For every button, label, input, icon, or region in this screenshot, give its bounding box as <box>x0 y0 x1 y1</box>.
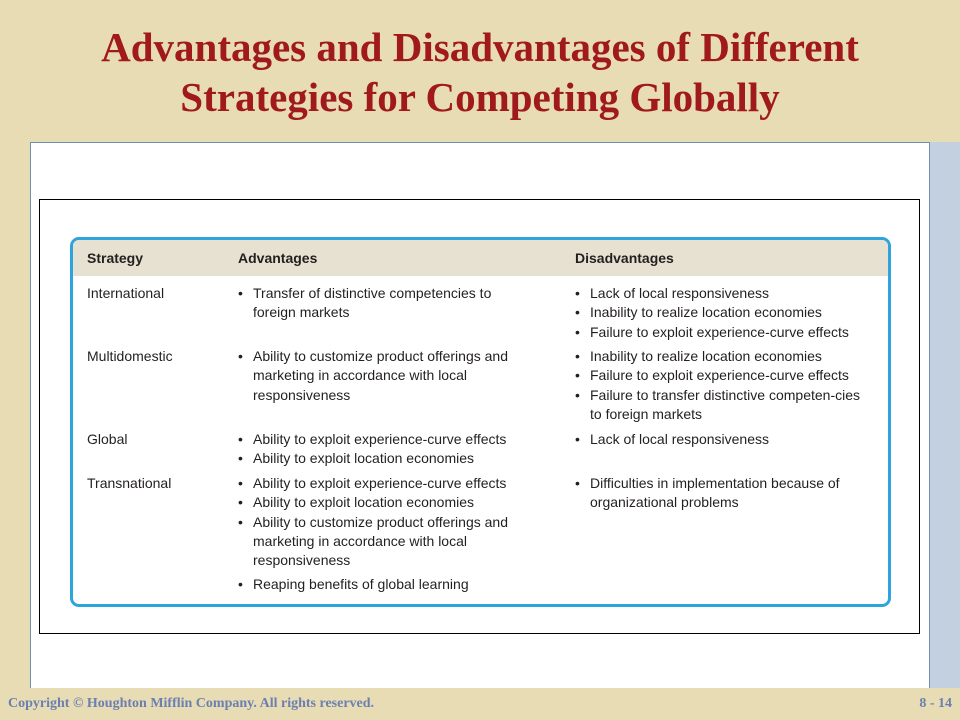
right-stripe <box>930 142 960 688</box>
list-item: • Transfer of distinctive competencies to foreign markets <box>238 284 538 323</box>
list-item: • Ability to customize product offerings and marketing in accordance with local responsiveness <box>238 347 538 405</box>
page-number: 8 - 14 <box>919 696 952 711</box>
disadvantages-global <box>575 430 875 449</box>
disadvantages-transnational <box>575 474 875 513</box>
list-item: • Ability to customize product offerings and marketing in accordance with local responsiveness <box>238 513 548 571</box>
strategy-multidomestic: Multidomestic <box>87 348 173 364</box>
list-item: • Lack of local responsiveness <box>575 284 875 303</box>
list-item: • Failure to exploit experience-curve effects <box>575 366 865 385</box>
list-item: • Ability to exploit experience-curve effects <box>238 430 548 449</box>
copyright-text: Copyright © Houghton Mifflin Company. All rights reserved. <box>8 696 375 711</box>
list-item: • Reaping benefits of global learning <box>238 575 548 594</box>
strategy-transnational: Transnational <box>87 475 172 491</box>
disadvantages-multidomestic <box>575 347 865 424</box>
list-item: • Inability to realize location economies <box>575 347 865 366</box>
title-line-2: Strategies for Competing Globally <box>180 74 780 120</box>
advantages-international <box>238 284 538 323</box>
list-item: • Lack of local responsiveness <box>575 430 875 449</box>
header-disadvantages: Disadvantages <box>575 250 674 266</box>
strategy-table <box>70 237 891 607</box>
list-item: • Difficulties in implementation because of organizational problems <box>575 474 875 513</box>
advantages-global <box>238 430 548 469</box>
strategy-international: International <box>87 285 165 301</box>
header-advantages: Advantages <box>238 250 318 266</box>
list-item: • Ability to exploit location economies <box>238 493 548 512</box>
list-item: • Failure to transfer distinctive competen-cies to foreign markets <box>575 386 865 425</box>
list-item: • Failure to exploit experience-curve effects <box>575 323 875 342</box>
table-header-row <box>73 240 888 276</box>
list-item: • Ability to exploit location economies <box>238 449 548 468</box>
title-line-1: Advantages and Disadvantages of Different <box>101 24 859 70</box>
footer <box>0 688 960 720</box>
slide-title <box>0 22 960 122</box>
disadvantages-international <box>575 284 875 342</box>
header-strategy: Strategy <box>87 250 144 266</box>
list-item: • Inability to realize location economies <box>575 303 875 322</box>
strategy-global: Global <box>87 431 128 447</box>
advantages-transnational <box>238 474 548 595</box>
advantages-multidomestic <box>238 347 538 405</box>
list-item: • Ability to exploit experience-curve effects <box>238 474 548 493</box>
